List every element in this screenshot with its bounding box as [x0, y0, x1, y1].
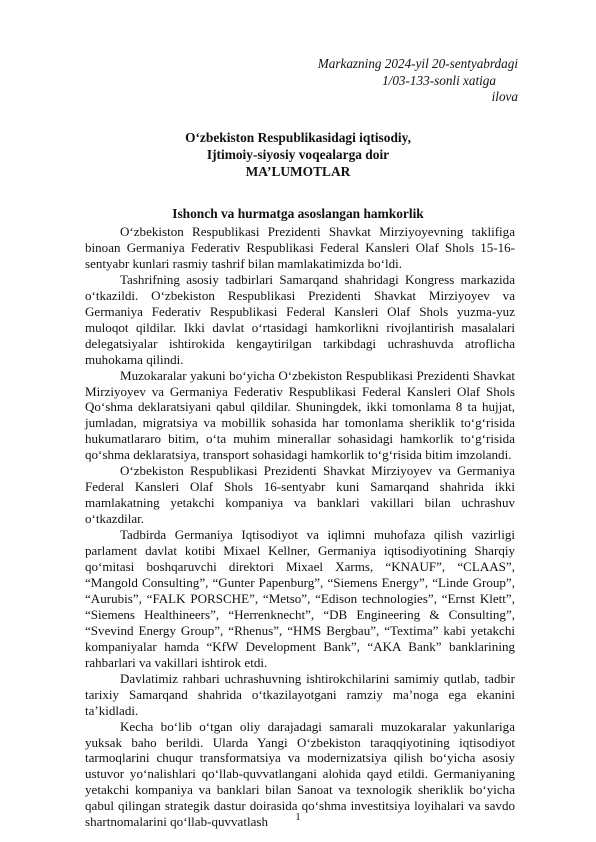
reference-line-2: 1/03-133-sonli xatiga: [382, 72, 496, 88]
title-line-1: O‘zbekiston Respublikasidagi iqtisodiy,: [185, 130, 411, 145]
reference-line-3: ilova: [491, 89, 518, 104]
title-line-3: MA’LUMOTLAR: [245, 163, 351, 179]
paragraph: Muzokaralar yakuni bo‘yicha O‘zbekiston Respublikasi Prezidenti Shavkat Mirziyoyev va Germaniya Federativ Respublikasi Federal Kansleri Olaf Shols Qo‘shma deklaratsiyani qabul qildilar. Shuningdek, ikki tomonlama 8 ta hujjat, jumladan, migratsiya va mobillik sohasida har tomonlama sheriklik to‘g‘risida hukumatlararo bitim, o‘ta muhim minerallar sohasidagi hamkorlik to‘g‘risida qo‘shma deklaratsiya, transport sohasidagi hamkorlik to‘g‘risida bitim imzolandi.: [85, 367, 515, 463]
section-heading: Ishonch va hurmatga asoslangan hamkorlik: [172, 206, 424, 221]
paragraph: O‘zbekiston Respublikasi Prezidenti Shavkat Mirziyoyevning taklifiga binoan Germaniya Federativ Respublikasi Federal Kansleri Olaf Shols 15-16-sentyabr kunlari rasmiy tashrif bilan mamlakatimizda bo‘ldi.: [85, 224, 515, 271]
paragraph: O‘zbekiston Respublikasi Prezidenti Shavkat Mirziyoyev va Germaniya Federal Kansleri Olaf Shols 16-sentyabr kuni Samarqand shahrida ikki mamlakatning yetakchi kompaniya va banklari vakillari bilan uchrashuv o‘tkazdilar.: [85, 463, 515, 527]
reference-line-1: Markazning 2024-yil 20-sentyabrdagi: [317, 56, 518, 71]
title-line-2: Ijtimoiy-siyosiy voqealarga doir: [206, 146, 390, 162]
paragraph: Tadbirda Germaniya Iqtisodiyot va iqlimni muhofaza qilish vazirligi parlament davlat kotibi Mixael Kellner, Germaniya iqtisodiyotining Sharqiy qo‘mitasi boshqaruvchi direktori Mixael Xarms, “KNAUF”, “CLAAS”, “Mangold Consulting”, “Gunter Papenburg”, “Siemens Energy”, “Linde Group”, “Aurubis”, “FALK PORSCHE”, “Metso”, “Edison technologies”, “Ernst Klett”, “Siemens Healthineers”, “Herrenknecht”, “DB Engineering & Consulting”, “Svevind Energy Group”, “Rhenus”, “HMS Bergbau”, “Textima” kabi yetakchi kompaniyalar hamda “KfW Development Bank”, “AKA Bank” banklarining rahbarlari va vakillari ishtirok etdi.: [85, 527, 515, 670]
paragraph: Davlatimiz rahbari uchrashuvning ishtirokchilarini samimiy qutlab, tadbir tarixiy Samarqand shahrida o‘tkazilayotgani ramziy ma’noga ega ekanini ta’kidladi.: [85, 670, 515, 718]
reference-note: [318, 56, 518, 106]
document-title: [0, 130, 596, 180]
paragraph: Tashrifning asosiy tadbirlari Samarqand shahridagi Kongress markazida o‘tkazildi. O‘zbekiston Respublikasi Prezidenti Shavkat Mirziyoyev va Germaniya Federativ Respublikasi Federal Kansleri Olaf Shols yuzma-yuz muloqot qildilar. Ikki davlat o‘rtasidagi hamkorlikni rivojlantirish masalalari delegatsiyalar ishtirokida kengaytirilgan tarkibdagi uchrashuvda atroflicha muhokama qilindi.: [85, 271, 515, 367]
document-body: [85, 224, 515, 830]
page-number: 1: [295, 811, 301, 823]
paragraph: Kecha bo‘lib o‘tgan oliy darajadagi samarali muzokaralar yakunlariga yuksak baho berildi. Ularda Yangi O‘zbekiston taraqqiyotining iqtisodiyot tarmoqlarini chuqur transformatsiya va modernizatsiya qilish bo‘yicha asosiy ustuvor yo‘nalishlari qo‘llab-quvvatlangani alohida qayd etildi. Germaniyaning yetakchi kompaniya va banklari bilan Sanoat va texnologik sheriklik bo‘yicha qabul qilingan strategik dastur doirasida qo‘shma investitsiya loyihalari va savdo shartnomalarini qo‘llab-quvvatlash: [85, 718, 515, 830]
